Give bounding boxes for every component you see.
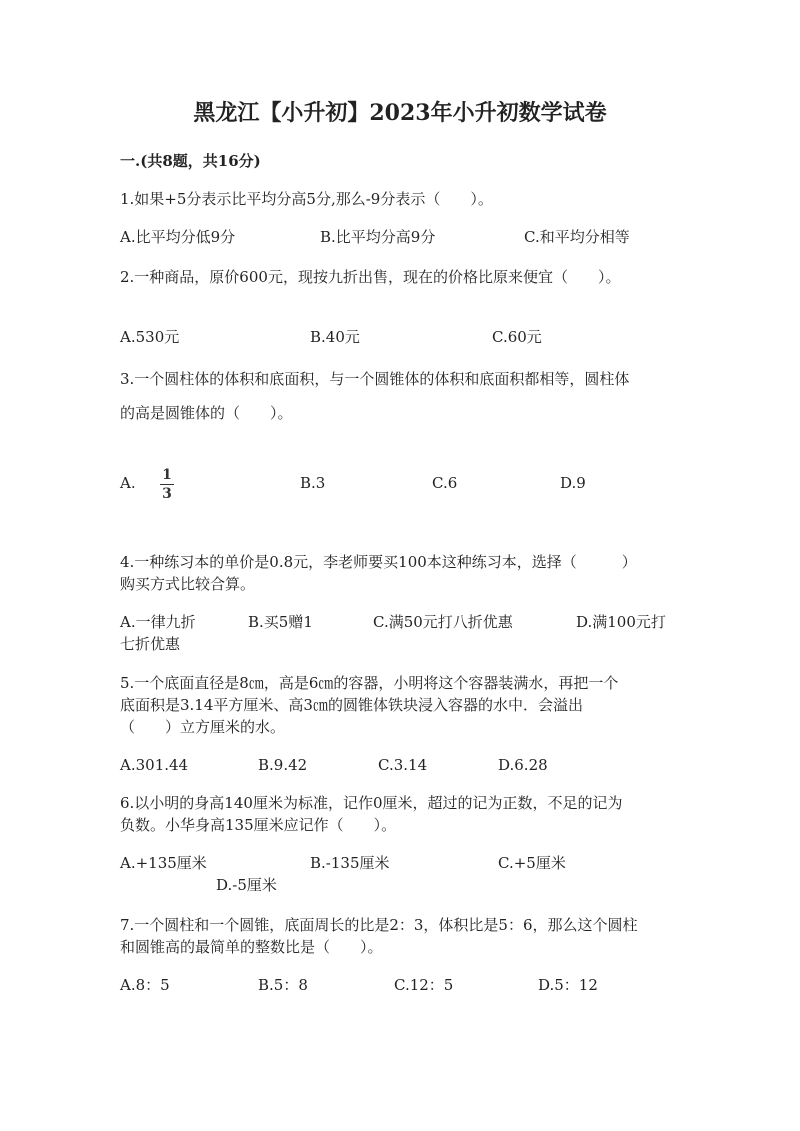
question-1-stem: 1.如果+5分表示比平均分高5分,那么-9分表示（ ）。: [120, 190, 493, 208]
question-6-option-d: D.-5厘米: [216, 876, 277, 894]
question-3-option-b: B.3: [300, 474, 326, 492]
question-4-option-d-line-1: D.满100元打: [576, 613, 666, 631]
question-4-stem-line-2: 购买方式比较合算。: [120, 575, 256, 593]
question-2-option-c: C.60元: [492, 328, 542, 346]
question-1-option-b: B.比平均分高9分: [320, 228, 436, 246]
question-6-stem-line-1: 6.以小明的身高140厘米为标准，记作0厘米，超过的记为正数，不足的记为: [120, 794, 623, 812]
question-2-option-b: B.40元: [310, 328, 360, 346]
question-5-option-d: D.6.28: [498, 756, 548, 774]
question-3-stem-line-2: 的高是圆锥体的（ ）。: [120, 404, 293, 422]
section-heading: 一.(共8题，共16分): [120, 152, 261, 170]
question-7-option-d: D.5：12: [538, 976, 598, 994]
question-7-stem-line-1: 7.一个圆柱和一个圆锥，底面周长的比是2：3，体积比是5：6，那么这个圆柱: [120, 916, 638, 934]
question-7-stem-line-2: 和圆锥高的最简单的整数比是（ ）。: [120, 938, 383, 956]
question-5-stem-line-2: 底面积是3.14平方厘米、高3㎝的圆锥体铁块浸入容器的水中．会溢出: [120, 696, 583, 714]
question-5-stem-line-3: （ ）立方厘米的水。: [120, 718, 286, 736]
question-4-option-b: B.买5赠1: [248, 613, 313, 631]
fraction-denominator: 3: [162, 486, 172, 502]
question-7-option-a: A.8：5: [120, 976, 170, 994]
question-6-stem-line-2: 负数。小华身高135厘米应记作（ ）。: [120, 816, 397, 834]
question-5-option-a: A.301.44: [120, 756, 189, 774]
question-2-option-a: A.530元: [120, 328, 180, 346]
question-6-option-b: B.-135厘米: [310, 854, 390, 872]
question-4-option-d-line-2: 七折优惠: [120, 635, 181, 653]
question-4-option-a: A.一律九折: [120, 613, 196, 631]
question-6-option-a: A.+135厘米: [120, 854, 207, 872]
question-3-option-a-label: A.: [120, 474, 136, 492]
question-3-option-d: D.9: [560, 474, 586, 492]
question-7-option-b: B.5：8: [258, 976, 308, 994]
question-3-stem-line-1: 3.一个圆柱体的体积和底面积，与一个圆锥体的体积和底面积都相等，圆柱体: [120, 370, 630, 388]
question-1-option-c: C.和平均分相等: [524, 228, 630, 246]
question-3-option-c: C.6: [432, 474, 458, 492]
question-4-stem-line-1: 4.一种练习本的单价是0.8元，李老师要买100本这种练习本，选择（ ）: [120, 553, 637, 571]
question-2-stem: 2.一种商品，原价600元，现按九折出售，现在的价格比原来便宜（ ）。: [120, 268, 621, 286]
fraction-bar: [160, 484, 174, 485]
question-6-option-c: C.+5厘米: [498, 854, 566, 872]
question-5-option-b: B.9.42: [258, 756, 308, 774]
page-title: 黑龙江【小升初】2023年小升初数学试卷: [193, 100, 607, 126]
question-1-option-a: A.比平均分低9分: [120, 228, 236, 246]
question-4-option-c: C.满50元打八折优惠: [373, 613, 513, 631]
question-3-option-a-fraction: [158, 467, 176, 502]
question-5-option-c: C.3.14: [378, 756, 428, 774]
question-7-option-c: C.12：5: [394, 976, 454, 994]
question-5-stem-line-1: 5.一个底面直径是8㎝，高是6㎝的容器，小明将这个容器装满水，再把一个: [120, 674, 619, 692]
fraction-numerator: 1: [162, 467, 172, 483]
